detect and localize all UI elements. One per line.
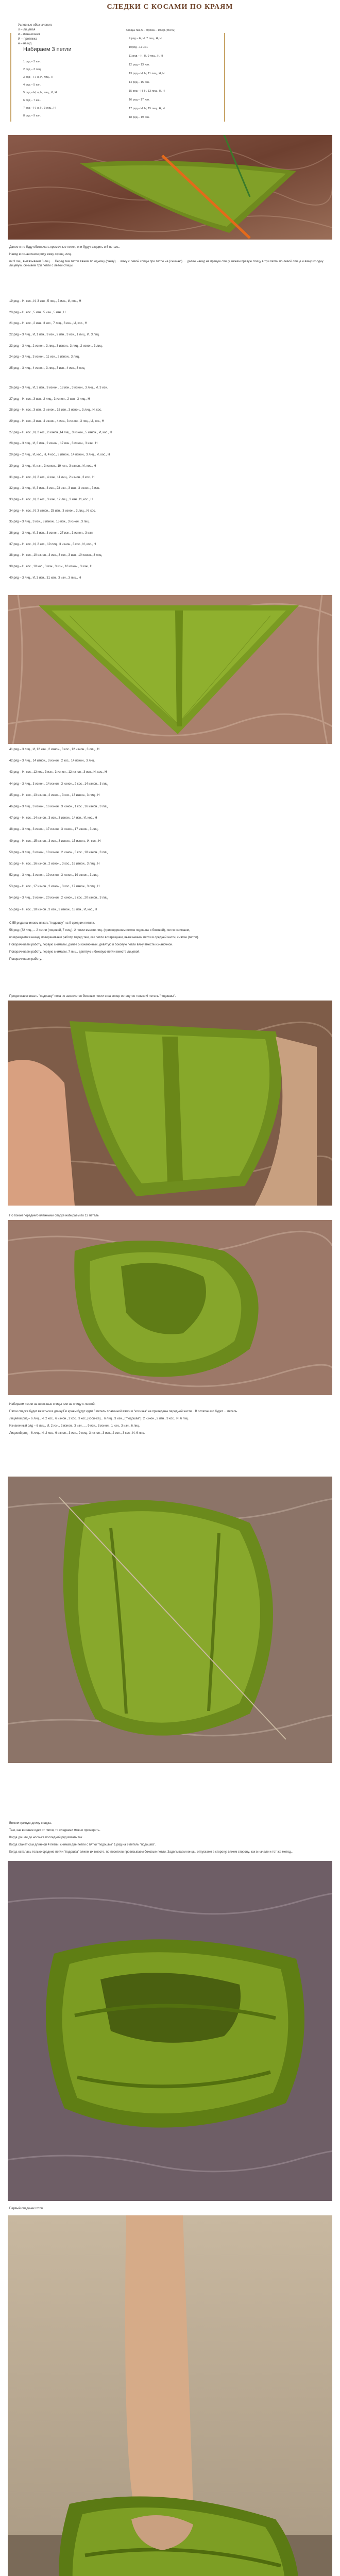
instruction-paragraph: Когда станет сам длинной 4 петли, снимая две петли с пятки "подошвы" 1 ряд на 9 петель "подошва".: [9, 1843, 156, 1846]
row-instruction: 38 ряд – Н, кос., 10 изнон., 3 изн., 3 кос., 3 изн., 10 изнон., 3 лиц.: [9, 554, 103, 557]
legend-item: н – накид: [18, 42, 32, 45]
row-instruction: 28 ряд – Н, кос., 3 изн., 2 изнон., 15 изн., 3 изнон., 3 лиц., И, кос.: [9, 409, 102, 412]
row-instruction: 20 ряд – Н, кос., 5 изн., 5 изн., 5 изн., Н: [9, 311, 66, 314]
row-instruction: 21 ряд – Н, кос., 2 изн., 3 кос., 7 лиц., 3 изн., И, кос., Н: [9, 322, 87, 326]
rows-block-2: [9, 386, 331, 587]
instruction-paragraph: Пятки спадке будет вязаться в длину.По краям будут идти 6 петель платочной вязки и "косичка" не приведены передней части... В остатке его будет ... петель.: [9, 1410, 238, 1413]
instruction-paragraph: Поворачиваем работу, первую снимаем, далее 5 изнаночных, девятую и боковую петли вяжу вместе изнаночной.: [9, 943, 173, 946]
row-instruction: 55 ряд – Н, кос., 18 изнон., 3 изн., 3 изнон., 18 изн., И, кос., Н: [9, 908, 97, 911]
row-instruction: 48 ряд – 3 лиц., 3 изнон., 17 изнон., 3 изнон., 17 изнон., 3 лиц.: [9, 828, 99, 832]
row-instruction: 31 ряд – Н, кос., И, 2 кос., 4 изн., 11 лиц., 2 изнон., 3 кос., Н: [9, 476, 95, 479]
row-instruction: 14 ряд – 15 изн.: [129, 81, 150, 84]
instruction-paragraph: Накид в изнаночном ряду вяжу скрещ. лиц.: [9, 253, 72, 256]
instruction-paragraph: Далее я не буду обозначать кромочные петли, они будут входить в 6 петель.: [9, 246, 120, 249]
legend-item: и – изнаночная: [18, 33, 40, 36]
row-instruction: 40 ряд – 3 лиц., И, 3 изн., 31 изн., 3 изн., 3 лиц., Н: [9, 576, 81, 580]
legend-item: Условные обозначения:: [18, 24, 53, 27]
row-instruction: 53 ряд – Н, кос., 17 изнон., 2 изнон., 3 кос., 17 изнон., 3 лиц., Н: [9, 885, 100, 889]
instructions-foot: [9, 1402, 331, 1438]
instruction-paragraph: Лицевой ряд – 6 лиц., И, 2 кос., 6 изнон., 2 кос., 3 кос.,(косичка)... 6 лиц., 3 изн., ("подошва"), 2 изнон., 2 изн., 3 кос., И, 6 лиц.: [9, 1417, 189, 1420]
instructions-toe: [9, 1821, 331, 1857]
row-instruction: 2 ряд – 3 лиц.: [23, 68, 42, 71]
row-instruction: 44 ряд – 3 лиц., 3 изнон., 14 изнон., 3 изнон., 2 кос., 14 изнон., 3 лиц.: [9, 782, 109, 786]
photo-finished-slipper: [8, 1861, 332, 2201]
row-instruction: 49 ряд – Н, кос., 15 изнон., 3 изн., 3 изнон., 15 изнон., И, кос., Н: [9, 839, 101, 843]
pattern-note: Спицы №3,5 – Пряжа – 100гр.(350 м): [126, 29, 176, 32]
row-instruction: 13 ряд – Н, Н, 11 лиц., Н, Н: [129, 72, 165, 75]
row-instruction: 41 ряд – 3 лиц., И, 12 изн., 2 изнон., 3 кос., 12 изнон., 3 лиц., Н: [9, 748, 99, 751]
row-instruction: 11 ряд – Н, Н, 9 лиц., Н, Н: [129, 55, 163, 58]
row-instruction: 50 ряд – 3 лиц., 3 изнон., 18 изнон., 2 изнон., 3 кос., 18 изнон., 3 лиц.: [9, 851, 109, 854]
row-instruction: 17 ряд – Н, Н, 15 лиц., Н, Н: [129, 107, 165, 110]
row-instruction: 9 ряд – Н, Н, 7 лиц., Н, Н: [129, 37, 162, 40]
instruction-paragraph: Первый следочек готов: [9, 2207, 43, 2210]
caption-ready: [9, 2207, 331, 2214]
instruction-paragraph: С 55 ряда начинаем вязать "подошву" на 9 средних петлях.: [9, 922, 95, 925]
legend-item: л – лицевая: [18, 28, 36, 31]
legend: [18, 23, 53, 46]
row-instruction: 7 ряд – Н, л, Н, 3 лиц., Н: [23, 107, 56, 110]
row-instruction: 46 ряд – 3 лиц., 3 изнон., 16 изнон., 3 изнон., 1 кос., 16 изнон., 3 лиц.: [9, 805, 109, 808]
row-instruction: 52 ряд – 3 лиц., 3 изнон., 19 изнон., 3 изнон., 19 изнон., 3 лиц.: [9, 874, 99, 877]
row-instruction: 29 ряд – 2 лиц., И, кос., Н, 4 кос., 3 изнон., 14 изнон., 3 лиц., И, кос., Н: [9, 453, 110, 457]
row-instruction: 28 ряд – 3 лиц., И, 3 изн., 2 изнон., 17 изн., 3 изнон., 3 изн., Н: [9, 442, 98, 446]
row-instruction: 24 ряд – 3 лиц., 3 изнон., 11 изн., 2 изнон., 3 лиц.: [9, 355, 80, 359]
row-instruction: 16 ряд – 17 изн.: [129, 98, 150, 101]
legend-item: И – протяжка: [18, 38, 37, 41]
row-instruction: 22 ряд – 3 лиц., И, 1 изн., 3 изн., 9 изн., 3 изн., 1 лиц., И, 3 лиц.: [9, 333, 100, 337]
row-instruction: 12 ряд – 13 изн.: [129, 63, 150, 66]
instruction-paragraph: Когда дошли до носочка последний ряд вязать так ...: [9, 1836, 86, 1839]
instruction-paragraph: По боком переднего вленными спадке набираем по 12 петель: [9, 1214, 99, 1217]
needle-right: [224, 33, 225, 122]
row-instruction: 33 ряд – Н, кос., И, 2 кос., 3 изн., 12 лиц., 3 изн., И, кос., Н: [9, 498, 93, 501]
row-instruction: 27 ряд – Н, кос., И, 2 кос., 2 изнон.,14 лиц., 3 изнон., 5 изнон., И, кос., Н: [9, 431, 112, 434]
rows-block-3: [9, 748, 331, 919]
instruction-paragraph: Изнаночный ряд – 6 лиц., И, 2 изн., 2 изнон., 3 изн., ... 9 изн., 3 изнон., 1 изн., 3 изн., 6 лиц.: [9, 1425, 140, 1428]
row-instruction: 3 ряд – Н, л, И, лиц., Н: [23, 76, 54, 79]
row-instruction: 5 ряд – Н, л, Н, лиц., И, Н: [23, 91, 57, 94]
rows-block-1: [9, 299, 331, 378]
row-instruction: 34 ряд – Н, кос., И, 3 изнон., 25 изн., 3 изнон., 3 лиц., И, кос.: [9, 509, 96, 513]
row-instruction: 42 ряд – 3 лиц., 14 изнон., 3 изнон., 2 кос., 14 изнон., 3 лиц.: [9, 759, 95, 763]
row-instruction: 36 ряд – 3 лиц., И, 3 изн., 3 изнон., 27 изн., 3 изнон., 3 изн.: [9, 531, 94, 535]
row-instruction: 35 ряд – 3 лиц., 3 изн., 3 изнон., 15 изн., 3 изнон., 3 лиц.: [9, 520, 90, 524]
instruction-paragraph: Продолжаем вязать "подошву" пока не закончатся боковые петли и на спице останутся только 9 петель "подошвы".: [9, 995, 176, 998]
instruction-paragraph: Там, как вязание идет от пятки, то следками можно примерить.: [9, 1829, 100, 1832]
row-instruction: 18 ряд – 19 изн.: [129, 116, 150, 119]
row-instruction: 19 ряд – Н, кос., И, 3 изн., 5 лиц., 3 изн., И, кос., Н: [9, 300, 81, 303]
row-instruction: 1 ряд – 3 изн.: [23, 60, 41, 63]
row-instruction: 27 ряд – Н, кос., 3 изн., 2 лиц., 3 изнон., 2 изн., 3 лиц., Н: [9, 397, 90, 401]
instruction-paragraph: Набираем петли на носочные спицы или на спицу с леской.: [9, 1403, 96, 1406]
row-instruction: 30 ряд – 3 лиц., И, изн., 3 изнон., 19 изн., 3 изнон., И, кос., Н: [9, 464, 96, 468]
row-instruction: 54 ряд – 3 лиц., 3 изнон., 20 изнон., 2 изнон., 3 кос., 20 изнон., 3 лиц.: [9, 896, 109, 900]
row-instruction: 26 ряд – 3 лиц., И, 3 изн., 3 изнон., 13 изн., 3 изнон., 3 лиц., И, 3 изн.: [9, 386, 108, 389]
needle-left: [10, 33, 11, 122]
row-instruction: 37 ряд – Н, кос., И, 2 кос., 19 лиц., 3 изнон., 3 кос., И, кос., Н: [9, 543, 96, 546]
row-instruction: 23 ряд – 3 лиц., 2 изнон., 3 лиц., 3 изнон., 3 лиц., 2 изнон., 3 лиц.: [9, 344, 103, 348]
instruction-paragraph: Поворачиваем работу, первую снимаем, 7 лиц., девятую и боковую петли вместе лицевой.: [9, 951, 140, 954]
row-instruction: 6 ряд – 7 изн.: [23, 99, 41, 102]
row-instruction: 25 ряд – 3 лиц., 4 изнон., 3 лиц., 3 изн., 4 изн., 3 лиц.: [9, 367, 86, 370]
instruction-paragraph: возвращаемся назад, поворачиваем работу, перед тем, как петли возвращаем, вывязываем петли в средней части, снятие (петли).: [9, 936, 199, 939]
row-instruction: 43 ряд – Н, кос., 12 кос., 3 изн., 3 изнон., 12 изнон., 3 изн., И, кос., Н: [9, 771, 107, 774]
page-title: СЛЕДКИ С КОСАМИ ПО КРАЯМ: [107, 3, 233, 11]
photo-picked-up-stitches: [8, 1220, 332, 1395]
cast-on-heading: Набираем 3 петли: [23, 46, 72, 53]
instruction-paragraph: Поворачиваем работу...: [9, 958, 44, 961]
photo-knit-triangle: [8, 135, 332, 240]
row-instruction: 47 ряд – Н, кос., 14 изнон., 3 изн., 3 изнон., 14 изн., И, кос., Н: [9, 817, 97, 820]
pattern-scheme: [8, 0, 332, 126]
instruction-paragraph: 56 ряд: (32 лиц.,... 2 петли (лицевой, 7 лиц.), 2 петли вместе лиц. (присоединяем петлю подошвы к боковой), петлю снимаем,: [9, 929, 190, 932]
instructions-sole: [9, 921, 331, 964]
row-instruction: 8 ряд – 9 изн.: [23, 114, 41, 117]
row-instruction: 51 ряд – Н, кос., 16 изнон., 2 изнон., 3 кос., 16 изнон., 3 лиц., Н: [9, 862, 100, 866]
photo-slipper-on-foot: [8, 2215, 332, 2576]
row-instruction: 29 ряд – Н, кос., 3 изн., 4 изнон., 4 изн., 3 изнон., 3 лиц., И, кос., Н: [9, 420, 105, 423]
instruction-paragraph: Лицевой ряд – 6 лиц., И, 2 кос., 6 изнон., 3 изн., 9 лиц., 3 изнон., 3 изн., 2 изн., 3 кос., И, 6 лиц.: [9, 1432, 145, 1435]
row-instruction: 15 ряд – Н, Н, 13 лиц., Н, Н: [129, 90, 165, 93]
row-instruction: 32 ряд – 3 лиц., И, 3 изн., 3 изн., 23 изн., 3 изн., 3 изнон., 3 изн.: [9, 487, 100, 490]
row-instruction: 10ряд –11 изн.: [129, 46, 148, 49]
instruction-paragraph: Когда осталась только средние петли "подошва" вяжем их вместе, по-посетили провязываем боковые петли. Заделываем концы, отпускаем в сторону, вяжем сторону, как в начале и тот же метод...: [9, 1851, 294, 1854]
photo-slipper-on-needles: [8, 1477, 332, 1763]
photo-knit-with-cables: [8, 595, 332, 744]
row-instruction: 39 ряд – Н, кос., 10 кос., 3 изн., 3 изн., 10 изнон., 3 изн., Н: [9, 565, 93, 568]
instructions-intro: [9, 245, 331, 271]
photo-sole-in-hand: [8, 1001, 332, 1206]
instruction-paragraph: Вяжем нужную длину спадка.: [9, 1822, 52, 1825]
instruction-paragraph: их 3 лиц. вывязываем 3 лиц. ... Перед тем петли вяжем по одному (снизу) … вяжу с левой спицы при петле на (снимаю) … далее накид на правую спицу, вяжем правую спицу в три петли по левой спице и вяжу их одну лицевую. снимаем три петли с левой спицы.: [9, 260, 324, 267]
row-instruction: 4 ряд – 5 изн.: [23, 83, 41, 87]
row-instruction: 45 ряд – Н, кос., 13 изнон., 2 изнон., 3 кос., 13 изнон., 3 лиц., Н: [9, 793, 100, 797]
